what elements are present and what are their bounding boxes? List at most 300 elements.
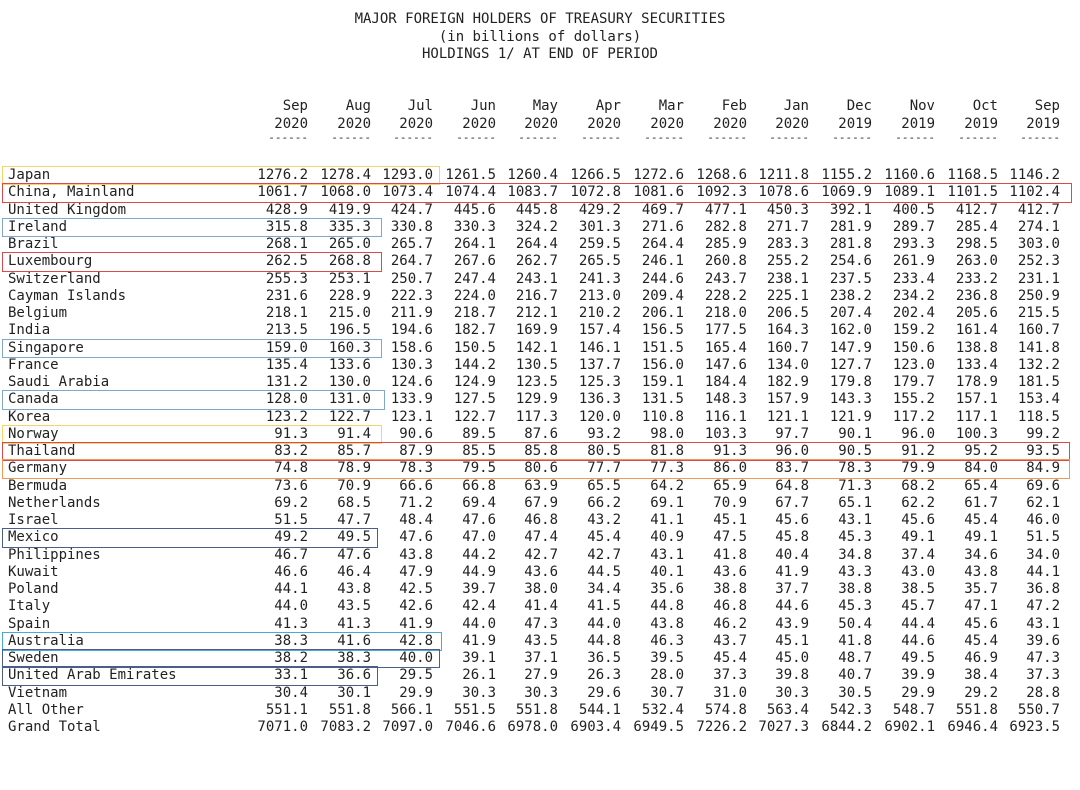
country-name: China, Mainland bbox=[8, 184, 135, 201]
holding-value: 127.7 bbox=[829, 356, 872, 373]
holding-value: 551.5 bbox=[453, 701, 496, 718]
holding-value: 27.9 bbox=[524, 667, 558, 684]
holding-value: 262.5 bbox=[265, 253, 308, 270]
title-line-2: (in billions of dollars) bbox=[438, 29, 642, 45]
holding-value: 164.3 bbox=[766, 322, 809, 339]
holding-value: 285.9 bbox=[704, 236, 747, 252]
holding-value: 1089.1 bbox=[884, 184, 935, 201]
holding-value: 551.8 bbox=[515, 701, 558, 718]
column-year: 2020 bbox=[462, 116, 496, 132]
table-row bbox=[0, 598, 1080, 615]
holding-value: 222.3 bbox=[390, 287, 433, 304]
holding-value: 61.7 bbox=[964, 494, 998, 511]
holding-value: 6978.0 bbox=[507, 719, 558, 735]
holding-value: 211.9 bbox=[390, 305, 433, 321]
column-month: Feb bbox=[721, 98, 747, 114]
holding-value: 39.7 bbox=[462, 581, 496, 597]
holding-value: 247.4 bbox=[453, 270, 496, 287]
column-separator: ------ bbox=[832, 131, 872, 144]
holding-value: 30.5 bbox=[838, 684, 872, 701]
holding-value: 148.3 bbox=[704, 391, 747, 408]
holding-value: 238.2 bbox=[829, 287, 872, 304]
holding-value: 179.7 bbox=[892, 374, 935, 390]
holding-value: 83.7 bbox=[775, 460, 809, 477]
holding-value: 71.3 bbox=[838, 477, 872, 494]
holding-value: 252.3 bbox=[1017, 253, 1060, 270]
column-month: Jun bbox=[470, 98, 496, 114]
table-row bbox=[0, 581, 1080, 598]
holding-value: 35.6 bbox=[650, 581, 684, 597]
title-line-3: HOLDINGS 1/ AT END OF PERIOD bbox=[421, 46, 658, 62]
holding-value: 127.5 bbox=[453, 391, 496, 408]
holding-value: 48.7 bbox=[838, 650, 872, 666]
holding-value: 116.1 bbox=[704, 408, 747, 425]
country-name: Norway bbox=[8, 425, 59, 442]
column-month: Jul bbox=[407, 98, 433, 114]
table-row bbox=[0, 288, 1080, 305]
holding-value: 205.6 bbox=[955, 305, 998, 321]
holding-value: 46.9 bbox=[964, 650, 998, 666]
holding-value: 250.9 bbox=[1017, 287, 1060, 304]
holding-value: 213.5 bbox=[265, 322, 308, 339]
holding-value: 1272.6 bbox=[633, 167, 684, 183]
holding-value: 46.3 bbox=[650, 632, 684, 649]
holding-value: 38.5 bbox=[901, 581, 935, 597]
holding-value: 212.1 bbox=[515, 305, 558, 321]
holding-value: 144.2 bbox=[453, 356, 496, 373]
holding-value: 78.9 bbox=[337, 460, 371, 477]
holding-value: 215.0 bbox=[328, 305, 371, 321]
holding-value: 1081.6 bbox=[633, 184, 684, 201]
holding-value: 124.9 bbox=[453, 374, 496, 390]
holding-value: 41.5 bbox=[587, 598, 621, 615]
holding-value: 31.0 bbox=[713, 684, 747, 701]
holding-value: 469.7 bbox=[641, 201, 684, 218]
holding-value: 42.4 bbox=[462, 598, 496, 615]
column-month: Sep bbox=[282, 98, 308, 114]
holding-value: 244.6 bbox=[641, 270, 684, 287]
holding-value: 233.4 bbox=[892, 270, 935, 287]
holding-value: 43.5 bbox=[337, 598, 371, 615]
holding-value: 392.1 bbox=[829, 201, 872, 218]
column-year: 2020 bbox=[524, 116, 558, 132]
holding-value: 1092.3 bbox=[696, 184, 747, 201]
holding-value: 162.0 bbox=[829, 322, 872, 339]
holding-value: 30.3 bbox=[775, 684, 809, 701]
country-name: Ireland bbox=[8, 218, 68, 235]
holding-value: 44.6 bbox=[901, 632, 935, 649]
holding-value: 202.4 bbox=[892, 305, 935, 321]
holding-value: 90.6 bbox=[399, 425, 433, 442]
holding-value: 7027.3 bbox=[758, 719, 809, 735]
holding-value: 123.2 bbox=[265, 408, 308, 425]
holding-value: 45.4 bbox=[713, 650, 747, 666]
column-month: Sep bbox=[1034, 98, 1060, 114]
holding-value: 6844.2 bbox=[821, 719, 872, 735]
country-name: Poland bbox=[8, 581, 59, 597]
column-separator: ------ bbox=[707, 131, 747, 144]
country-name: Spain bbox=[8, 615, 51, 632]
holding-value: 130.0 bbox=[328, 374, 371, 390]
holding-value: 225.1 bbox=[766, 287, 809, 304]
holding-value: 47.9 bbox=[399, 563, 433, 580]
holding-value: 265.0 bbox=[328, 236, 371, 252]
holding-value: 445.6 bbox=[453, 201, 496, 218]
holding-value: 210.2 bbox=[578, 305, 621, 321]
holding-value: 330.8 bbox=[390, 218, 433, 235]
holding-value: 39.9 bbox=[901, 667, 935, 684]
table-row bbox=[0, 495, 1080, 512]
holding-value: 165.4 bbox=[704, 339, 747, 356]
country-name: Thailand bbox=[8, 443, 76, 459]
holding-value: 155.2 bbox=[892, 391, 935, 408]
column-year: 2020 bbox=[587, 116, 621, 132]
holding-value: 153.4 bbox=[1017, 391, 1060, 408]
holding-value: 79.5 bbox=[462, 460, 496, 477]
holding-value: 43.7 bbox=[713, 632, 747, 649]
holding-value: 64.8 bbox=[775, 477, 809, 494]
holding-value: 44.0 bbox=[462, 615, 496, 632]
table-row bbox=[0, 478, 1080, 495]
column-year: 2020 bbox=[713, 116, 747, 132]
holding-value: 45.7 bbox=[901, 598, 935, 615]
column-month: Aug bbox=[345, 98, 371, 114]
column-year: 2019 bbox=[964, 116, 998, 132]
country-name: United Kingdom bbox=[8, 201, 127, 218]
holding-value: 194.6 bbox=[390, 322, 433, 339]
holding-value: 44.1 bbox=[274, 581, 308, 597]
country-name: Vietnam bbox=[8, 684, 68, 701]
holding-value: 40.0 bbox=[399, 650, 433, 666]
holding-value: 47.4 bbox=[524, 529, 558, 546]
holding-value: 419.9 bbox=[328, 201, 371, 218]
holding-value: 43.1 bbox=[650, 546, 684, 563]
column-year: 2020 bbox=[337, 116, 371, 132]
holding-value: 117.3 bbox=[515, 408, 558, 425]
column-separator: ------ bbox=[393, 131, 433, 144]
holding-value: 79.9 bbox=[901, 460, 935, 477]
holding-value: 51.5 bbox=[274, 512, 308, 528]
holding-value: 45.6 bbox=[964, 615, 998, 632]
table-row bbox=[0, 271, 1080, 288]
holding-value: 38.0 bbox=[524, 581, 558, 597]
holding-value: 36.5 bbox=[587, 650, 621, 666]
holding-value: 122.7 bbox=[453, 408, 496, 425]
holding-value: 1146.2 bbox=[1009, 167, 1060, 183]
holding-value: 156.5 bbox=[641, 322, 684, 339]
holding-value: 29.9 bbox=[399, 684, 433, 701]
table-row bbox=[0, 443, 1080, 460]
holding-value: 206.5 bbox=[766, 305, 809, 321]
holding-value: 65.1 bbox=[838, 494, 872, 511]
holding-value: 44.5 bbox=[587, 563, 621, 580]
holding-value: 259.5 bbox=[578, 236, 621, 252]
table-row bbox=[0, 650, 1080, 667]
holding-value: 123.5 bbox=[515, 374, 558, 390]
holding-value: 37.1 bbox=[524, 650, 558, 666]
holding-value: 7083.2 bbox=[320, 719, 371, 735]
holding-value: 48.4 bbox=[399, 512, 433, 528]
holding-value: 241.3 bbox=[578, 270, 621, 287]
holding-value: 44.1 bbox=[1026, 563, 1060, 580]
holding-value: 38.3 bbox=[337, 650, 371, 666]
holding-value: 44.9 bbox=[462, 563, 496, 580]
holding-value: 41.3 bbox=[274, 615, 308, 632]
country-name: United Arab Emirates bbox=[8, 667, 177, 684]
holding-value: 250.7 bbox=[390, 270, 433, 287]
country-name: Canada bbox=[8, 391, 59, 408]
holding-value: 159.1 bbox=[641, 374, 684, 390]
holding-value: 7071.0 bbox=[257, 719, 308, 735]
column-month: May bbox=[532, 98, 558, 114]
holding-value: 93.5 bbox=[1026, 443, 1060, 459]
holding-value: 122.7 bbox=[328, 408, 371, 425]
column-month: Apr bbox=[595, 98, 621, 114]
holding-value: 263.0 bbox=[955, 253, 998, 270]
column-month: Mar bbox=[658, 98, 684, 114]
holding-value: 133.6 bbox=[328, 356, 371, 373]
holding-value: 124.6 bbox=[390, 374, 433, 390]
holding-value: 78.3 bbox=[838, 460, 872, 477]
holding-value: 121.1 bbox=[766, 408, 809, 425]
country-name: France bbox=[8, 356, 59, 373]
holding-value: 551.8 bbox=[328, 701, 371, 718]
holding-value: 157.1 bbox=[955, 391, 998, 408]
holding-value: 43.6 bbox=[524, 563, 558, 580]
holding-value: 160.7 bbox=[1017, 322, 1060, 339]
holding-value: 30.4 bbox=[274, 684, 308, 701]
holding-value: 39.8 bbox=[775, 667, 809, 684]
holding-value: 243.7 bbox=[704, 270, 747, 287]
holding-value: 215.5 bbox=[1017, 305, 1060, 321]
column-year: 2019 bbox=[1026, 116, 1060, 132]
column-separator: ------ bbox=[456, 131, 496, 144]
holding-value: 37.3 bbox=[713, 667, 747, 684]
holding-value: 45.6 bbox=[775, 512, 809, 528]
holding-value: 39.1 bbox=[462, 650, 496, 666]
holding-value: 255.2 bbox=[766, 253, 809, 270]
holding-value: 1061.7 bbox=[257, 184, 308, 201]
holding-value: 91.4 bbox=[337, 425, 371, 442]
table-row bbox=[0, 529, 1080, 546]
holding-value: 93.2 bbox=[587, 425, 621, 442]
holding-value: 45.4 bbox=[964, 512, 998, 528]
holding-value: 218.1 bbox=[265, 305, 308, 321]
holding-value: 69.1 bbox=[650, 494, 684, 511]
holding-value: 37.7 bbox=[775, 581, 809, 597]
holding-value: 40.4 bbox=[775, 546, 809, 563]
holding-value: 237.5 bbox=[829, 270, 872, 287]
holding-value: 1260.4 bbox=[507, 167, 558, 183]
holding-value: 233.2 bbox=[955, 270, 998, 287]
holding-value: 424.7 bbox=[390, 201, 433, 218]
holding-value: 264.4 bbox=[515, 236, 558, 252]
holding-value: 43.1 bbox=[838, 512, 872, 528]
holding-value: 138.8 bbox=[955, 339, 998, 356]
holding-value: 30.3 bbox=[524, 684, 558, 701]
column-month: Dec bbox=[846, 98, 872, 114]
holding-value: 1276.2 bbox=[257, 167, 308, 183]
holding-value: 246.1 bbox=[641, 253, 684, 270]
holding-value: 96.0 bbox=[775, 443, 809, 459]
holding-value: 36.6 bbox=[337, 667, 371, 684]
holding-value: 40.7 bbox=[838, 667, 872, 684]
holding-value: 34.6 bbox=[964, 546, 998, 563]
column-month: Nov bbox=[909, 98, 935, 114]
holding-value: 70.9 bbox=[337, 477, 371, 494]
country-name: Cayman Islands bbox=[8, 287, 127, 304]
holding-value: 39.6 bbox=[1026, 632, 1060, 649]
table-row bbox=[0, 305, 1080, 322]
holding-value: 30.1 bbox=[337, 684, 371, 701]
holding-value: 34.8 bbox=[838, 546, 872, 563]
holding-value: 160.3 bbox=[328, 339, 371, 356]
holding-value: 216.7 bbox=[515, 287, 558, 304]
table-row bbox=[0, 219, 1080, 236]
holding-value: 80.6 bbox=[524, 460, 558, 477]
holding-value: 85.7 bbox=[337, 443, 371, 459]
table-row bbox=[0, 564, 1080, 581]
holding-value: 335.3 bbox=[328, 218, 371, 235]
holding-value: 90.5 bbox=[838, 443, 872, 459]
holding-value: 47.3 bbox=[524, 615, 558, 632]
holding-value: 83.2 bbox=[274, 443, 308, 459]
country-name: Bermuda bbox=[8, 477, 68, 494]
holding-value: 44.6 bbox=[775, 598, 809, 615]
holding-value: 131.2 bbox=[265, 374, 308, 390]
holding-value: 218.0 bbox=[704, 305, 747, 321]
holding-value: 77.7 bbox=[587, 460, 621, 477]
holding-value: 39.5 bbox=[650, 650, 684, 666]
holding-value: 6902.1 bbox=[884, 719, 935, 735]
table-row bbox=[0, 409, 1080, 426]
holding-value: 65.4 bbox=[964, 477, 998, 494]
holding-value: 47.5 bbox=[713, 529, 747, 546]
country-name: India bbox=[8, 322, 51, 339]
table-row bbox=[0, 184, 1080, 201]
column-year: 2020 bbox=[274, 116, 308, 132]
holding-value: 133.9 bbox=[390, 391, 433, 408]
holding-value: 78.3 bbox=[399, 460, 433, 477]
holding-value: 254.6 bbox=[829, 253, 872, 270]
holding-value: 548.7 bbox=[892, 701, 935, 718]
table-row bbox=[0, 426, 1080, 443]
holding-value: 44.0 bbox=[274, 598, 308, 615]
holding-value: 67.9 bbox=[524, 494, 558, 511]
holding-value: 150.5 bbox=[453, 339, 496, 356]
holding-value: 110.8 bbox=[641, 408, 684, 425]
holding-value: 47.3 bbox=[1026, 650, 1060, 666]
table-row bbox=[0, 616, 1080, 633]
holding-value: 49.2 bbox=[274, 529, 308, 546]
holding-value: 47.7 bbox=[337, 512, 371, 528]
holding-value: 30.7 bbox=[650, 684, 684, 701]
holding-value: 44.0 bbox=[587, 615, 621, 632]
holding-value: 42.8 bbox=[399, 632, 433, 649]
holding-value: 62.1 bbox=[1026, 494, 1060, 511]
holding-value: 98.0 bbox=[650, 425, 684, 442]
holding-value: 218.7 bbox=[453, 305, 496, 321]
holding-value: 70.9 bbox=[713, 494, 747, 511]
holding-value: 301.3 bbox=[578, 218, 621, 235]
holding-value: 90.1 bbox=[838, 425, 872, 442]
holding-value: 86.0 bbox=[713, 460, 747, 477]
holding-value: 264.7 bbox=[390, 253, 433, 270]
holding-value: 80.5 bbox=[587, 443, 621, 459]
holding-value: 29.9 bbox=[901, 684, 935, 701]
column-separator: ------ bbox=[1020, 131, 1060, 144]
table-row bbox=[0, 685, 1080, 702]
holding-value: 123.0 bbox=[892, 356, 935, 373]
holding-value: 29.5 bbox=[399, 667, 433, 684]
holding-value: 44.8 bbox=[650, 598, 684, 615]
table-row bbox=[0, 322, 1080, 339]
holding-value: 38.8 bbox=[713, 581, 747, 597]
holding-value: 77.3 bbox=[650, 460, 684, 477]
holding-value: 84.0 bbox=[964, 460, 998, 477]
country-name: Israel bbox=[8, 512, 59, 528]
holding-value: 51.5 bbox=[1026, 529, 1060, 546]
holding-value: 44.2 bbox=[462, 546, 496, 563]
holding-value: 43.2 bbox=[587, 512, 621, 528]
holding-value: 42.6 bbox=[399, 598, 433, 615]
holding-value: 41.8 bbox=[838, 632, 872, 649]
column-year: 2020 bbox=[650, 116, 684, 132]
holding-value: 34.4 bbox=[587, 581, 621, 597]
holding-value: 6923.5 bbox=[1009, 719, 1060, 735]
holding-value: 69.4 bbox=[462, 494, 496, 511]
holding-value: 1168.5 bbox=[947, 167, 998, 183]
holding-value: 131.0 bbox=[328, 391, 371, 408]
holding-value: 196.5 bbox=[328, 322, 371, 339]
country-name: Mexico bbox=[8, 529, 59, 546]
holding-value: 268.8 bbox=[328, 253, 371, 270]
holding-value: 41.9 bbox=[399, 615, 433, 632]
holding-value: 293.3 bbox=[892, 236, 935, 252]
holding-value: 42.7 bbox=[587, 546, 621, 563]
holding-value: 41.3 bbox=[337, 615, 371, 632]
holding-value: 282.8 bbox=[704, 218, 747, 235]
holding-value: 135.4 bbox=[265, 356, 308, 373]
holding-value: 1069.9 bbox=[821, 184, 872, 201]
holding-value: 69.2 bbox=[274, 494, 308, 511]
holding-value: 236.8 bbox=[955, 287, 998, 304]
table-row bbox=[0, 357, 1080, 374]
holding-value: 130.3 bbox=[390, 356, 433, 373]
holding-value: 298.5 bbox=[955, 236, 998, 252]
holding-value: 179.8 bbox=[829, 374, 872, 390]
holding-value: 265.5 bbox=[578, 253, 621, 270]
holding-value: 47.6 bbox=[337, 546, 371, 563]
holding-value: 182.9 bbox=[766, 374, 809, 390]
holding-value: 91.2 bbox=[901, 443, 935, 459]
holding-value: 49.1 bbox=[964, 529, 998, 546]
holding-value: 128.0 bbox=[265, 391, 308, 408]
holding-value: 143.3 bbox=[829, 391, 872, 408]
holding-value: 38.8 bbox=[838, 581, 872, 597]
holding-value: 45.8 bbox=[775, 529, 809, 546]
holding-value: 133.4 bbox=[955, 356, 998, 373]
holding-value: 400.5 bbox=[892, 201, 935, 218]
table-row bbox=[0, 667, 1080, 684]
holding-value: 50.4 bbox=[838, 615, 872, 632]
holding-value: 66.2 bbox=[587, 494, 621, 511]
holding-value: 544.1 bbox=[578, 701, 621, 718]
holding-value: 43.8 bbox=[650, 615, 684, 632]
column-year: 2019 bbox=[838, 116, 872, 132]
holding-value: 1155.2 bbox=[821, 167, 872, 183]
holding-value: 68.2 bbox=[901, 477, 935, 494]
